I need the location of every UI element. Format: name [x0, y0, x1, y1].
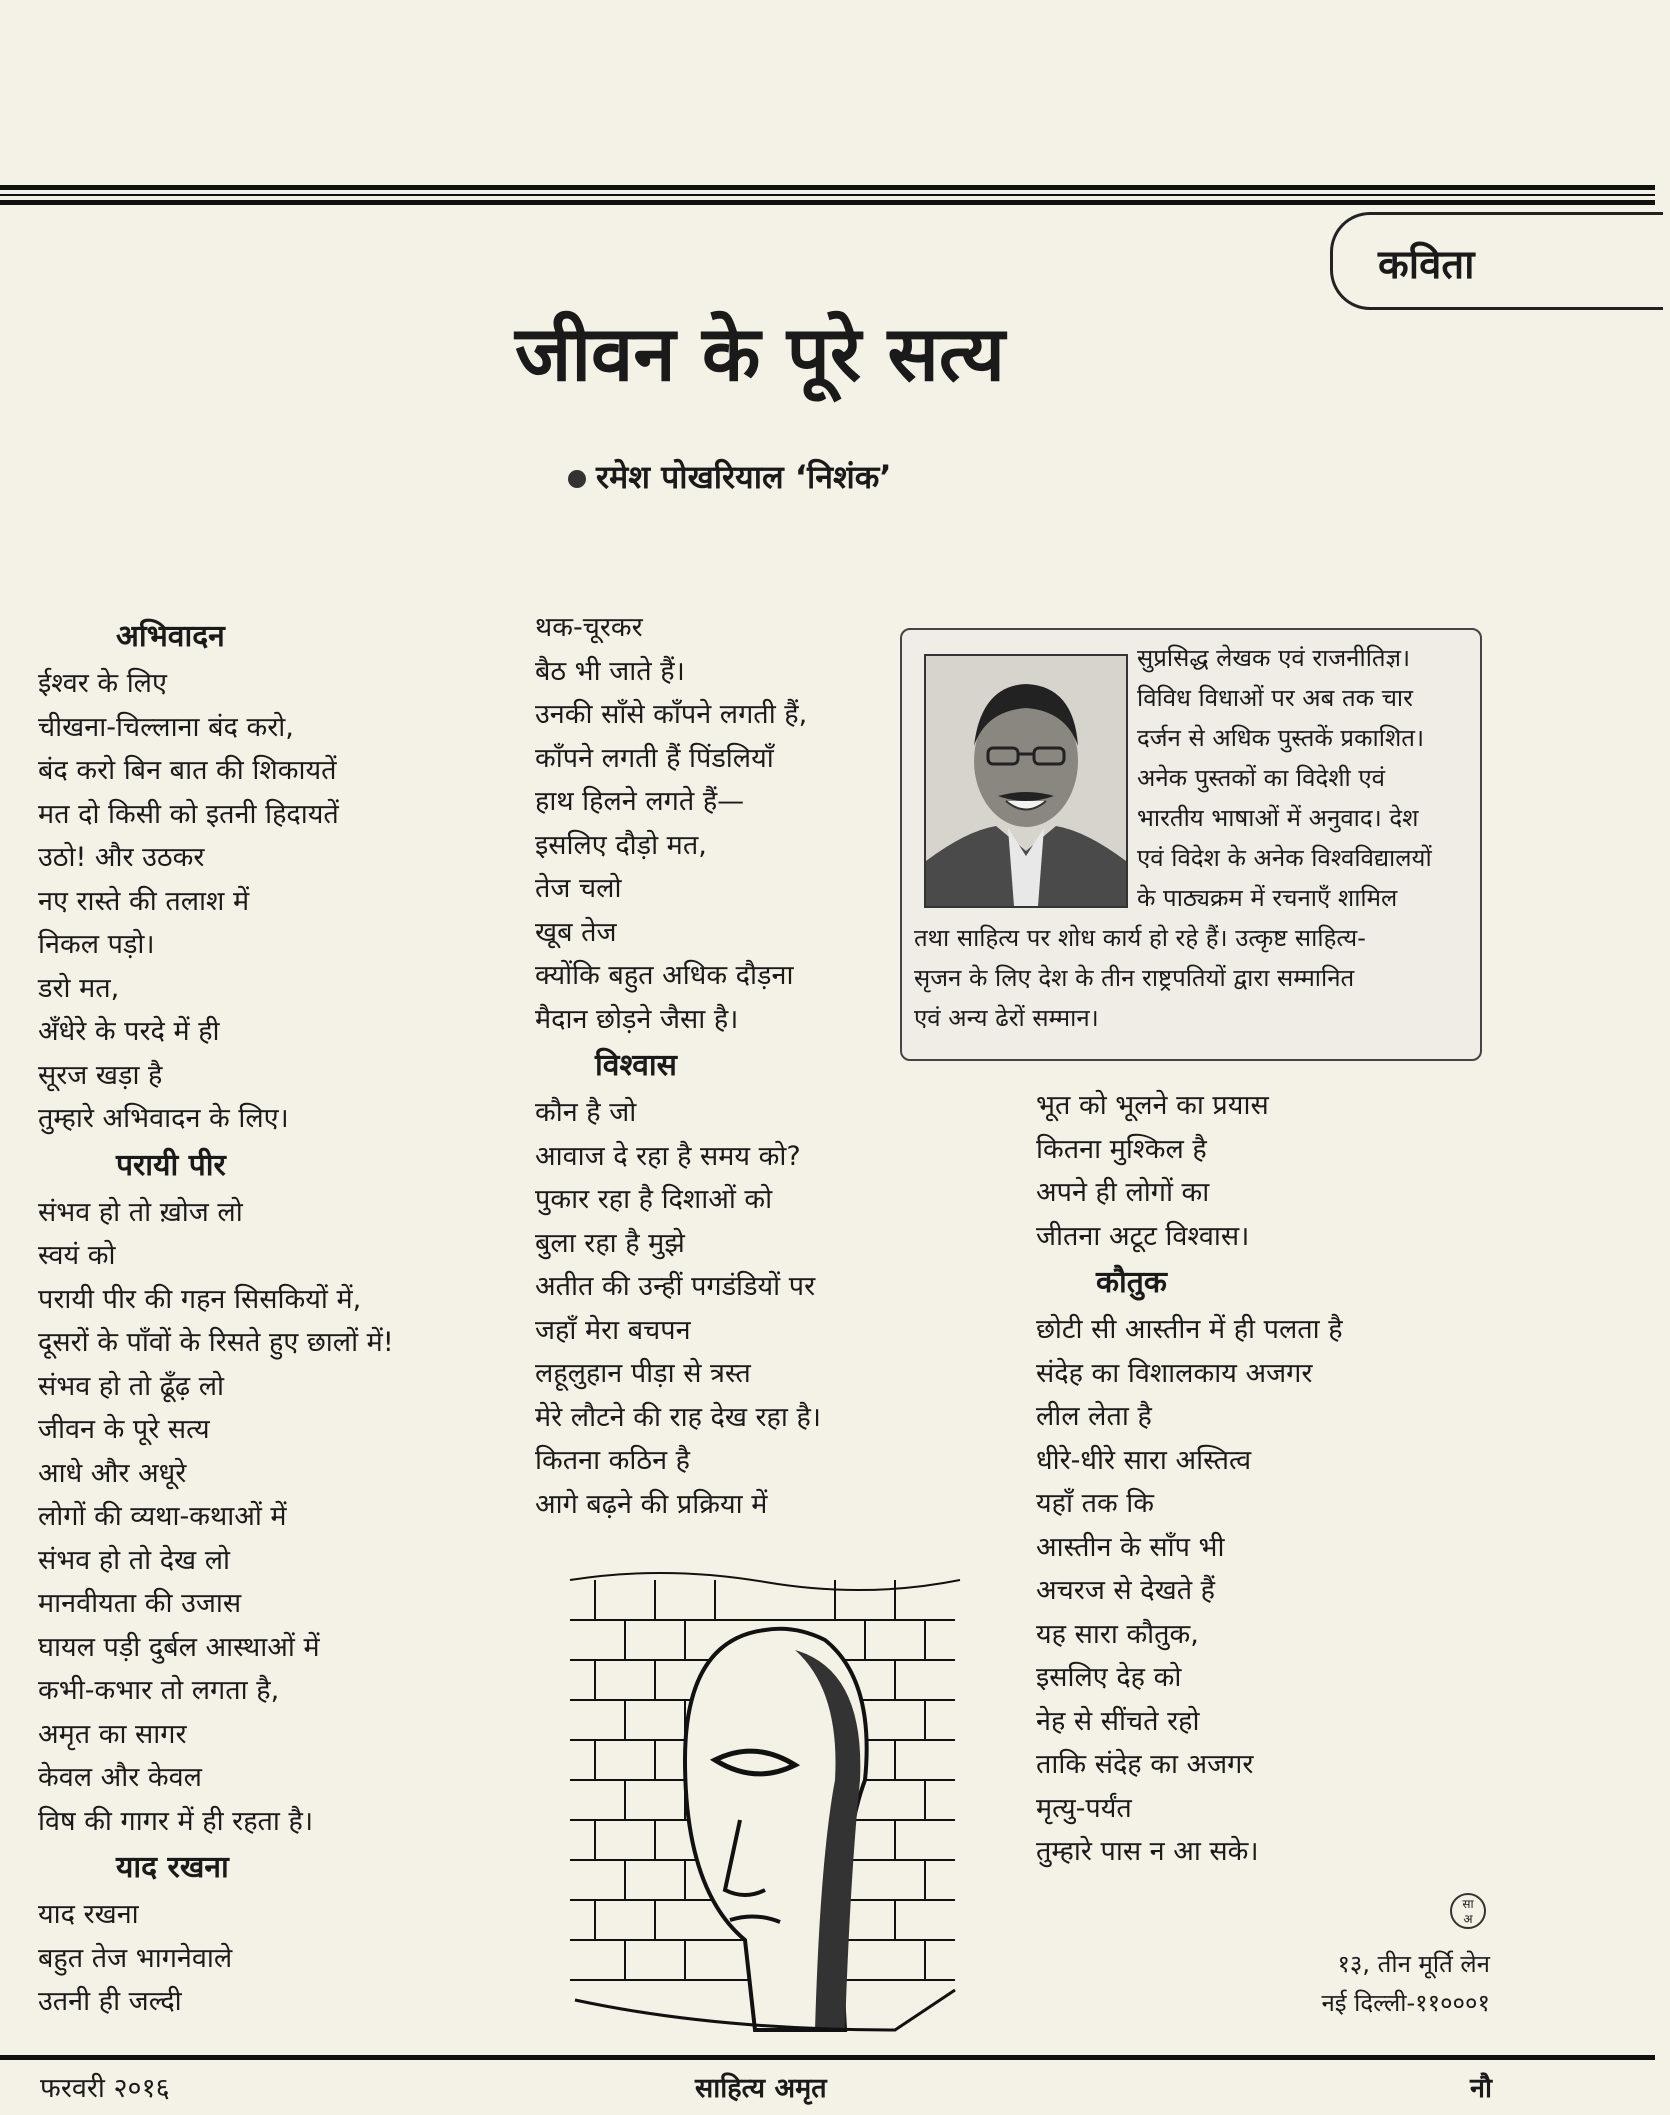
- poem-line: जीतना अटूट विश्वास।: [1036, 1220, 1250, 1252]
- top-rule-bottom: [0, 200, 1655, 205]
- poem-line: ताकि संदेह का अजगर: [1036, 1749, 1254, 1780]
- poem-line: विष की गागर में ही रहता है।: [38, 1805, 314, 1837]
- poem-line: यहाँ तक कि: [1036, 1488, 1155, 1519]
- poem-line: अमृत का सागर: [38, 1718, 187, 1750]
- poem-line: कौन है जो: [535, 1097, 637, 1128]
- poem-line: केवल और केवल: [38, 1762, 202, 1793]
- brick-wall-face-illustration: [565, 1560, 965, 2050]
- poem-line: उतनी ही जल्दी: [38, 1986, 182, 2017]
- author-address: [1210, 1945, 1490, 2023]
- poem-line: नए रास्ते की तलाश में: [38, 885, 250, 917]
- poem-line: उठो! और उठकर: [38, 842, 205, 873]
- poem-line: मैदान छोड़ने जैसा है।: [535, 1003, 739, 1035]
- poem-line: तेज चलो: [535, 873, 622, 904]
- poem-line: बहुत तेज भागनेवाले: [38, 1942, 233, 1974]
- poem-line: अतीत की उन्हीं पगडंडियों पर: [535, 1271, 816, 1302]
- poem-heading: अभिवादन: [116, 619, 225, 654]
- poem-line: इसलिए दौड़ो मत,: [535, 829, 707, 861]
- poem-line: अँधेरे के परदे में ही: [38, 1016, 220, 1047]
- poem-line: जहाँ मेरा बचपन: [535, 1314, 691, 1346]
- author-byline: [568, 455, 892, 498]
- poem-line: खूब तेज: [535, 916, 617, 948]
- badge-bottom: अ: [1463, 1912, 1473, 1926]
- poem-line: अचरज से देखते हैं: [1036, 1575, 1215, 1606]
- poem-line: काँपने लगती हैं पिंडलियाँ: [535, 742, 774, 774]
- address-line-2: नई दिल्ली-११०००१: [1321, 1989, 1490, 2017]
- poem-line: परायी पीर की गहन सिसकियों में,: [38, 1283, 362, 1315]
- poem-line: आवाज दे रहा है समय को?: [535, 1140, 801, 1172]
- poem-line: भूत को भूलने का प्रयास: [1036, 1090, 1269, 1121]
- address-line-1: १३, तीन मूर्ति लेन: [1337, 1950, 1490, 1978]
- poem-line: कितना कठिन है: [535, 1445, 690, 1476]
- poem-line: आगे बढ़ने की प्रक्रिया में: [535, 1488, 768, 1520]
- poem-line: निकल पड़ो।: [38, 929, 155, 960]
- poem-line: जीवन के पूरे सत्य: [38, 1414, 210, 1445]
- poem-line: ईश्वर के लिए: [38, 668, 167, 699]
- poem-line: पुकार रहा है दिशाओं को: [535, 1184, 773, 1215]
- page-title: जीवन के पूरे सत्य: [514, 309, 1005, 398]
- top-rule-thin: [0, 194, 1655, 196]
- poem-line: लहूलुहान पीड़ा से त्रस्त: [535, 1358, 751, 1389]
- poem-line: घायल पड़ी दुर्बल आस्थाओं में: [38, 1631, 320, 1663]
- bio-line-5: भारतीय भाषाओं में अनुवाद। देश: [1137, 804, 1419, 832]
- bio-line-7: के पाठ्यक्रम में रचनाएँ शामिल: [1137, 884, 1398, 912]
- poem-column-1: [38, 612, 478, 2024]
- top-rule: [0, 185, 1655, 190]
- poem-line: थक-चूरकर: [535, 612, 643, 643]
- poem-line: उनकी साँसे काँपने लगती हैं,: [535, 699, 808, 730]
- poem-line: क्योंकि बहुत अधिक दौड़ना: [535, 960, 794, 991]
- poem-line: नेह से सींचते रहो: [1036, 1705, 1200, 1737]
- poem-line: छोटी सी आस्तीन में ही पलता है: [1036, 1314, 1343, 1345]
- poem-line: तुम्हारे पास न आ सके।: [1036, 1836, 1259, 1867]
- poem-line: आधे और अधूरे: [38, 1457, 187, 1489]
- poem-line: याद रखना: [38, 1899, 139, 1930]
- bio-line-2: विविध विधाओं पर अब तक चार: [1137, 684, 1413, 712]
- poem-heading: याद रखना: [116, 1850, 229, 1885]
- poem-heading: कौतुक: [1096, 1265, 1167, 1300]
- poem-line: संभव हो तो ख़ोज लो: [38, 1196, 243, 1228]
- poem-line: संभव हो तो देख लो: [38, 1544, 231, 1576]
- author-bio-box: [900, 628, 1482, 1061]
- poem-heading: परायी पीर: [116, 1147, 226, 1183]
- poem-line: डरो मत,: [38, 972, 120, 1004]
- poem-line: चीखना-चिल्लाना बंद करो,: [38, 711, 294, 743]
- poem-line: कितना मुश्किल है: [1036, 1133, 1207, 1165]
- poem-line: संभव हो तो ढूँढ़ लो: [38, 1370, 224, 1402]
- poem-line: अपने ही लोगों का: [1036, 1177, 1210, 1208]
- section-label: कविता: [1378, 242, 1475, 288]
- bio-line-3: दर्जन से अधिक पुस्तकें प्रकाशित।: [1137, 724, 1425, 752]
- footer-page-number: नौ: [1470, 2073, 1492, 2104]
- poem-line: सूरज खड़ा है: [38, 1059, 163, 1091]
- poem-line: मानवीयता की उजास: [38, 1588, 242, 1619]
- poem-line: मत दो किसी को इतनी हिदायतें: [38, 798, 339, 830]
- bio-line-9: सृजन के लिए देश के तीन राष्ट्रपतियों द्वारा सम्मानित: [914, 964, 1355, 992]
- poem-line: बैठ भी जाते हैं।: [535, 655, 685, 687]
- author-photo: [924, 654, 1128, 908]
- poem-line: मेरे लौटने की राह देख रहा है।: [535, 1401, 822, 1433]
- poem-line: आस्तीन के साँप भी: [1036, 1531, 1225, 1563]
- poem-line: संदेह का विशालकाय अजगर: [1036, 1357, 1313, 1389]
- poem-line: बंद करो बिन बात की शिकायतें: [38, 755, 337, 786]
- poem-line: यह सारा कौतुक,: [1036, 1618, 1199, 1650]
- poem-line: इसलिए देह को: [1036, 1662, 1182, 1693]
- poem-line: बुला रहा है मुझे: [535, 1227, 685, 1259]
- footer-date: फरवरी २०१६: [40, 2073, 170, 2104]
- poem-line: तुम्हारे अभिवादन के लिए।: [38, 1103, 289, 1134]
- poem-line: धीरे-धीरे सारा अस्तित्व: [1036, 1444, 1252, 1476]
- author-name: रमेश पोखरियाल ‘निशंक’: [596, 458, 892, 496]
- footer-rule: [0, 2055, 1655, 2060]
- badge-top: सा: [1462, 1897, 1474, 1911]
- bio-line-8: तथा साहित्य पर शोध कार्य हो रहे हैं। उत्कृष्ट साहित्य-: [914, 924, 1366, 952]
- poem-heading: विश्वास: [595, 1048, 677, 1083]
- section-tab: [1330, 212, 1663, 310]
- bio-line-6: एवं विदेश के अनेक विश्वविद्यालयों: [1137, 844, 1432, 872]
- bio-line-4: अनेक पुस्तकों का विदेशी एवं: [1137, 764, 1386, 792]
- poem-line: दूसरों के पाँवों के रिसते हुए छालों में!: [38, 1327, 394, 1358]
- bullet-icon: [568, 470, 586, 488]
- bio-line-10: एवं अन्य ढेरों सम्मान।: [914, 1004, 1099, 1032]
- footer-magazine-name: साहित्य अमृत: [695, 2073, 827, 2104]
- publication-badge: [1450, 1893, 1486, 1929]
- poem-line: हाथ हिलने लगते हैं—: [535, 786, 745, 817]
- poem-line: मृत्यु-पर्यंत: [1036, 1792, 1132, 1824]
- poem-line: कभी-कभार तो लगता है,: [38, 1675, 280, 1706]
- poem-column-3: [1036, 1084, 1516, 1874]
- poem-line: स्वयं को: [38, 1240, 116, 1271]
- bio-line-1: सुप्रसिद्ध लेखक एवं राजनीतिज्ञ।: [1137, 644, 1411, 672]
- poem-line: लील लेता है: [1036, 1401, 1152, 1432]
- poem-line: लोगों की व्यथा-कथाओं में: [38, 1501, 287, 1532]
